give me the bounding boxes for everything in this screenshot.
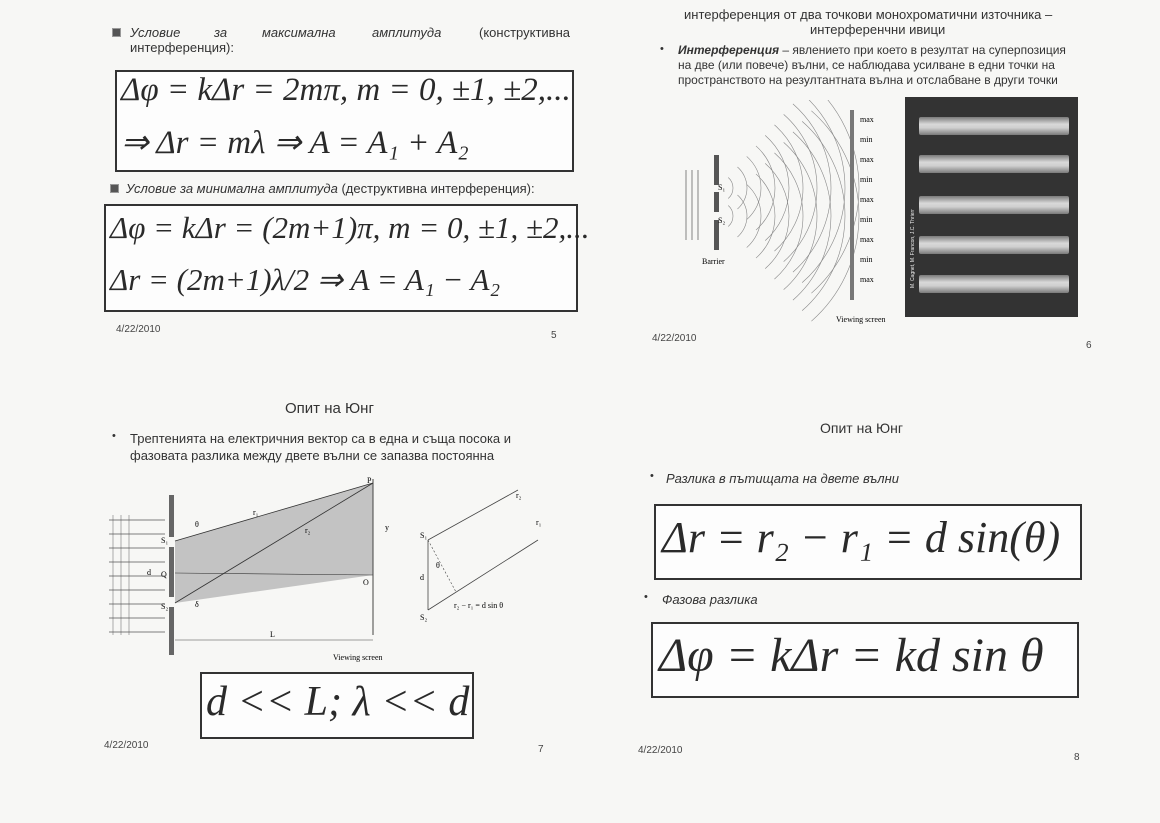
wavefront-arc bbox=[737, 195, 747, 237]
young-experiment-diagram bbox=[105, 475, 405, 665]
slide-6 bbox=[600, 0, 1160, 400]
bullet-dot-icon: • bbox=[644, 591, 648, 603]
slide-8 bbox=[600, 400, 1160, 800]
s2-label: S₂ bbox=[718, 216, 726, 225]
max-amplitude-equation-box bbox=[115, 70, 574, 172]
min-amplitude-equation-box bbox=[104, 204, 590, 312]
bold-term: Интерференция bbox=[678, 43, 780, 57]
r1-label: r₁ bbox=[253, 508, 259, 517]
slide-date: 4/22/2010 bbox=[104, 740, 149, 751]
slide-title-line1: интерференция от два точкови монохроматични източника – bbox=[684, 7, 1053, 22]
bullet-word: (конструктивна bbox=[479, 25, 570, 40]
phase-difference-equation-box bbox=[651, 622, 1079, 698]
p-label: P bbox=[367, 476, 372, 485]
slide-number: 8 bbox=[1074, 752, 1080, 763]
wavefront-arc bbox=[756, 146, 775, 230]
slide-title-line2: интерференчни ивици bbox=[810, 22, 946, 37]
inset-formula: r₂ − r₁ = d sin θ bbox=[454, 601, 504, 610]
wavefront-arc bbox=[728, 205, 733, 226]
slide-number: 7 bbox=[538, 744, 544, 755]
wavefront-arc bbox=[756, 174, 775, 258]
screen-mark-label: max bbox=[860, 115, 874, 124]
slide-number: 6 bbox=[1086, 340, 1092, 351]
wavefront-arc bbox=[737, 167, 747, 209]
screen-mark-label: max bbox=[860, 235, 874, 244]
bullet-word: за bbox=[214, 25, 228, 40]
approximation-equation-box bbox=[200, 672, 474, 739]
wavefront-arc bbox=[802, 121, 845, 310]
wavefront-arc bbox=[747, 156, 761, 219]
s1-label: S₁ bbox=[161, 536, 169, 545]
bullet-text-line2: на две (или повече) вълни, се наблюдава усилване в едни точки на bbox=[678, 58, 1055, 72]
bullet-rest-part: (деструктивна интерференция): bbox=[337, 181, 535, 196]
path-difference-equation-box bbox=[654, 504, 1082, 580]
bullet-text-line2: фазовата разлика между двете вълни се запазва постоянна bbox=[130, 448, 495, 463]
barrier-label: Barrier bbox=[702, 257, 725, 266]
screen-mark-label: max bbox=[860, 275, 874, 284]
s2-label: S₂ bbox=[161, 602, 169, 611]
screen-mark-label: min bbox=[860, 175, 873, 184]
theta-label: θ bbox=[436, 561, 440, 570]
delta-label: δ bbox=[195, 600, 199, 609]
r2-label: r₂ bbox=[516, 491, 522, 500]
square-bullet-icon bbox=[110, 184, 119, 193]
s1-label: S₁ bbox=[420, 531, 428, 540]
bullet-word: Условие bbox=[130, 25, 181, 40]
bullet-text-line2: интерференция): bbox=[130, 40, 234, 55]
y-label: y bbox=[385, 523, 389, 532]
l-label: L bbox=[270, 630, 275, 639]
d-label: d bbox=[147, 568, 151, 577]
photo-credit: M. Cagnet, M. Francon, J.C. Thrierr bbox=[910, 209, 916, 288]
r2-label: r₂ bbox=[305, 526, 311, 535]
double-slit-wave-diagram bbox=[680, 100, 895, 328]
wavefront-arc bbox=[784, 114, 817, 261]
s1-label: S₁ bbox=[718, 183, 726, 192]
path-difference-inset-diagram bbox=[418, 480, 548, 625]
viewing-screen-label: Viewing screen bbox=[836, 315, 886, 324]
slide-5 bbox=[0, 0, 590, 400]
equation-line: ⇒ Δr = mλ ⇒ A = A₁ + A₂ bbox=[121, 125, 469, 161]
bullet-dot-icon: • bbox=[112, 430, 116, 442]
bullet-text: Фазова разлика bbox=[662, 592, 758, 607]
slide-number: 5 bbox=[551, 330, 557, 341]
square-bullet-icon bbox=[112, 28, 121, 37]
s2-label: S₂ bbox=[420, 613, 428, 622]
slide-title: Опит на Юнг bbox=[820, 420, 903, 436]
screen-mark-label: max bbox=[860, 195, 874, 204]
bullet-text bbox=[126, 181, 535, 197]
bright-fringe bbox=[919, 196, 1069, 214]
equation-line: Δr = r₂ − r₁ = d sin(θ) bbox=[662, 513, 1061, 562]
equation-line: Δφ = kΔr = kd sin θ bbox=[659, 629, 1044, 682]
equation-line: Δr = (2m+1)λ/2 ⇒ A = A₁ − A₂ bbox=[110, 262, 501, 297]
bright-fringe bbox=[919, 117, 1069, 135]
screen-mark-label: min bbox=[860, 255, 873, 264]
wavefront-arc bbox=[747, 184, 761, 247]
q-label: Q bbox=[161, 570, 167, 579]
wavefront-arc bbox=[765, 135, 789, 240]
bullet-dot-icon: • bbox=[650, 470, 654, 482]
slide-title: Опит на Юнг bbox=[285, 400, 374, 417]
wavefront-arc bbox=[784, 142, 817, 289]
equation-line: Δφ = kΔr = (2m+1)π, m = 0, ±1, ±2,... bbox=[110, 210, 590, 245]
slide-date: 4/22/2010 bbox=[638, 745, 683, 756]
bullet-dot-icon: • bbox=[660, 43, 664, 55]
interference-fringes-photo bbox=[905, 97, 1078, 317]
screen-mark-label: max bbox=[860, 155, 874, 164]
equation-line: d << L; λ << d bbox=[206, 679, 470, 725]
screen-mark-label: min bbox=[860, 135, 873, 144]
bright-fringe bbox=[919, 275, 1069, 293]
d-label: d bbox=[420, 573, 424, 582]
bullet-word: максимална bbox=[262, 25, 336, 40]
bullet-rest: – явлението при което в резултат на суперпозиция bbox=[779, 43, 1066, 57]
bullet-text: Разлика в пътищата на двете вълни bbox=[666, 471, 899, 486]
slide-date: 4/22/2010 bbox=[652, 333, 697, 344]
bright-fringe bbox=[919, 236, 1069, 254]
viewing-screen-label: Viewing screen bbox=[333, 653, 383, 662]
equation-line: Δφ = kΔr = 2mπ, m = 0, ±1, ±2,... bbox=[121, 72, 571, 108]
bullet-word: амплитуда bbox=[372, 25, 442, 40]
wavefront-arc bbox=[765, 163, 789, 268]
slide-date: 4/22/2010 bbox=[116, 324, 161, 335]
slide-7 bbox=[0, 400, 580, 800]
bullet-text-line1 bbox=[678, 43, 1066, 58]
theta-label: θ bbox=[195, 520, 199, 529]
wavefront-arc bbox=[728, 177, 733, 198]
bright-fringe bbox=[919, 155, 1069, 173]
screen-mark-label: min bbox=[860, 215, 873, 224]
bullet-italic-part: Условие за минимална амплитуда bbox=[126, 181, 338, 196]
r1-label: r₁ bbox=[536, 518, 542, 527]
o-label: O bbox=[363, 578, 369, 587]
bullet-text-line1: Трептенията на електричния вектор са в една и съща посока и bbox=[130, 431, 512, 446]
bullet-text-line3: пространството на резултантната вълна и отслабване в други точки bbox=[678, 73, 1058, 87]
